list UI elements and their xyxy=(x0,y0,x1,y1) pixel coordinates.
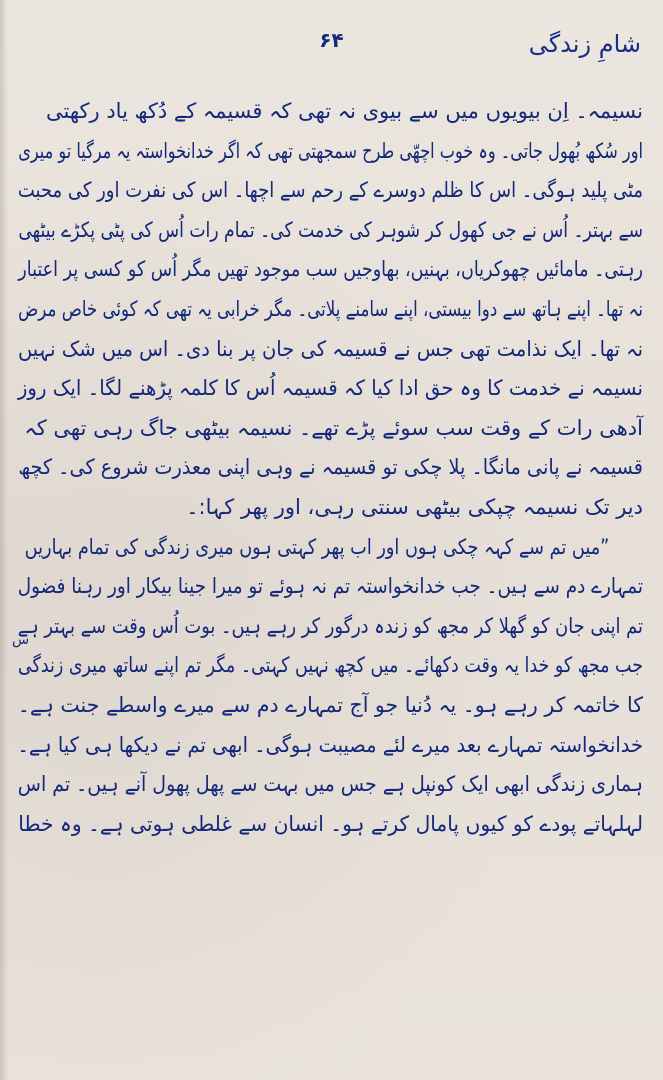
text-line: تم اپنی جان کو گھلا کر مجھ کو زندہ درگور کر رہے ہیں۔ بوت اُس وقت سے بہتر ہے xyxy=(17,613,643,638)
text-line: ہماری زندگی ابھی ایک کونپل ہے جس میں بہت سے پھل پھول آنے ہیں۔ تم اس xyxy=(17,772,644,797)
text-line: نسیمہ نے خدمت کا وہ حق ادا کیا کہ قسیمہ اُس کا کلمہ پڑھنے لگا۔ ایک روز xyxy=(17,376,644,401)
text-line: تمہارے دم سے ہیں۔ جب خدانخواستہ تم نہ ہوئے تو میرا جینا بیکار اور رہنا فضول xyxy=(17,574,644,599)
text-line: نسیمہ۔ اِن بیویوں میں سے بیوی نہ تھی کہ قسیمہ کے دُکھ یاد رکھتی xyxy=(46,99,643,123)
text-line: کا خاتمہ کر رہے ہو۔ یہ دُنیا جو آج تمہارے دم سے میرے واسطے جنت ہے۔ xyxy=(17,692,643,717)
scan-edge-shadow xyxy=(0,0,8,1080)
text-line: نہ تھا۔ اپنے ہاتھ سے دوا بیستی، اپنے سامنے پلاتی۔ مگر خرابی یہ تھی کہ کوئی خاص مرض xyxy=(18,296,643,321)
running-title: شامِ زندگی xyxy=(528,30,641,58)
text-line: آدھی رات کے وقت سب سوئے پڑے تھے۔ نسیمہ بیٹھی جاگ رہی تھی کہ xyxy=(24,415,643,440)
text-line: سے بہتر۔ اُس نے جی کھول کر شوہر کی خدمت کی۔ تمام رات اُس کی پٹی پکڑے بیٹھی xyxy=(18,217,643,242)
margin-mark: س xyxy=(12,632,30,648)
page-header xyxy=(0,16,663,76)
text-line: اور سُکھ بُھول جاتی۔ وہ خوب اچھّی طرح سمجھتی تھی کہ اگر خدانخواستہ یہ مرگیا تو میری xyxy=(18,138,643,163)
page-number: ۶۴ xyxy=(319,28,344,52)
text-line: دیر تک نسیمہ چپکی بیٹھی سنتی رہی، اور پھر کہا:۔ xyxy=(186,494,643,519)
text-line: جب مجھ کو خدا یہ وقت دکھائے۔ میں کچھ نہیں کہتی۔ مگر تم اپنے ساتھ میری زندگی xyxy=(17,653,644,678)
text-line-quote-start: ”میں تم سے کہہ چکی ہوں اور اب پھر کہتی ہوں میری زندگی کی تمام بہاریں xyxy=(24,534,610,559)
text-line: مٹی پلید ہوگی۔ اس کا ظلم دوسرے کے رحم سے اچھا۔ اس کی نفرت اور کی محبت xyxy=(17,178,643,203)
text-line: لہلہاتے پودے کو کیوں پامال کرتے ہو۔ انسان سے غلطی ہوتی ہے۔ وہ خطا xyxy=(18,811,644,836)
text-line: رہتی۔ مامائیں چھوکریاں، بہنیں، بھاوجیں سب موجود تھیں مگر اُس کو کسی پر اعتبار xyxy=(18,257,644,282)
page-body-text xyxy=(18,92,643,1040)
text-line: نہ تھا۔ ایک نذامت تھی جس نے قسیمہ کی جان پر بنا دی۔ اس میں شک نہیں xyxy=(17,336,644,361)
text-line: قسیمہ نے پانی مانگا۔ پلا چکی تو قسیمہ نے وہی اپنی معذرت شروع کی۔ کچھ xyxy=(18,455,643,480)
text-line: خدانخواستہ تمہارے بعد میرے لئے مصیبت ہوگی۔ ابھی تم نے دیکھا ہی کیا ہے۔ xyxy=(17,732,644,757)
